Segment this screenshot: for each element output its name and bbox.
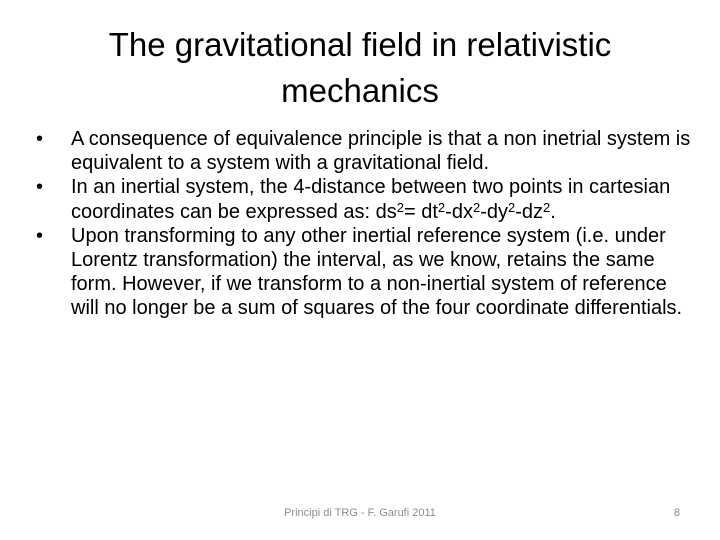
title-line-2: mechanics	[281, 72, 439, 109]
exponent: 2	[437, 199, 446, 215]
exponent: 2	[543, 199, 551, 215]
bullet-text-part: .	[550, 200, 556, 223]
bullet-dot-icon: •	[36, 176, 44, 199]
bullet-list	[36, 127, 700, 321]
exponent: 2	[396, 199, 404, 215]
bullet-text-part: -dx	[445, 200, 473, 223]
bullet-item	[36, 175, 700, 223]
bullet-dot-icon: •	[36, 128, 44, 150]
bullet-item	[36, 127, 700, 175]
bullet-text-part: In an inertial system, the 4-distance between two points in cartesian coordinates can be expressed as: ds	[71, 176, 671, 223]
slide-title	[60, 22, 660, 114]
footer-text: Principi di TRG - F. Garufi 2011	[284, 507, 436, 519]
page-number: 8	[673, 507, 680, 519]
bullet-text-part: -dy	[480, 200, 508, 223]
exponent: 2	[472, 199, 481, 215]
exponent: 2	[507, 199, 516, 215]
bullet-text-part: -dz	[515, 200, 544, 223]
bullet-text: A consequence of equivalence principle is that a non inetrial system is equivalent to a system with a gravitational field.	[71, 128, 691, 175]
bullet-dot-icon: •	[36, 224, 44, 247]
title-line-1: The gravitational field in relativistic	[108, 26, 612, 63]
bullet-text	[71, 176, 670, 222]
bullet-text: Upon transforming to any other inertial reference system (i.e. under Lorentz transformation) the interval, as we know, retains the same form. However, if we transform to a non-inertial system of reference will no longer be a sum of squares of the four coordinate differentials.	[71, 224, 683, 320]
bullet-text-part: = dt	[404, 200, 438, 223]
bullet-item	[36, 224, 700, 321]
